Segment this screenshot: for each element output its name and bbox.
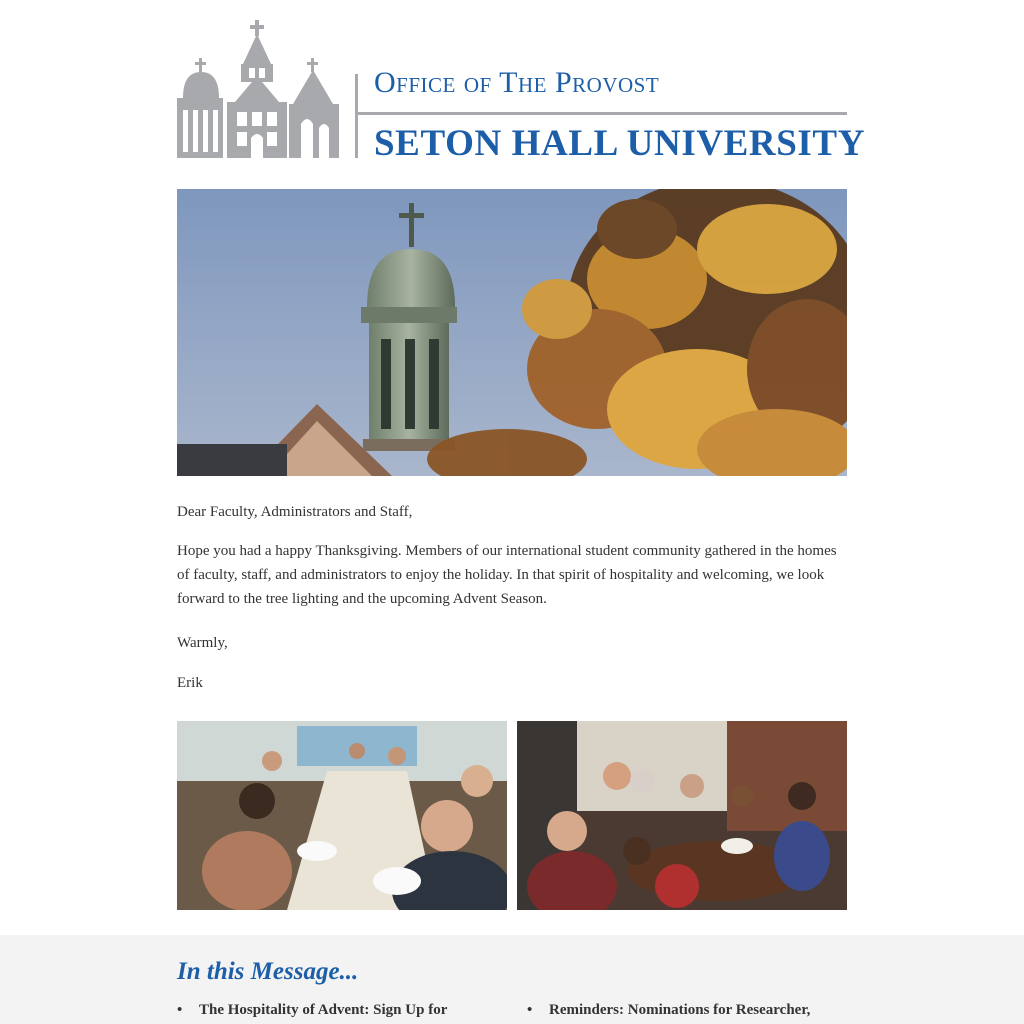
hero-image-chapel-steeple	[177, 189, 847, 476]
university-name: SETON HALL UNIVERSITY	[374, 123, 866, 164]
toc-item-label: Reminders: Nominations for Researcher,	[549, 1002, 811, 1018]
toc-item-hospitality-of-advent[interactable]	[177, 1002, 447, 1019]
greeting: Dear Faculty, Administrators and Staff,	[177, 504, 413, 520]
signature: Erik	[177, 675, 203, 691]
thanksgiving-dinner-photo-2	[517, 721, 847, 910]
toc-item-reminders-nominations[interactable]	[527, 1002, 810, 1019]
letter-body	[177, 500, 847, 710]
bullet-icon: •	[527, 1002, 533, 1018]
letter-paragraph: Hope you had a happy Thanksgiving. Members of our international student community gathered in the homes of faculty, staff, and administrators to enjoy the holiday. In that spirit of hospitality and welcoming, we look forward to the tree lighting and the upcoming Advent Season.	[177, 543, 837, 607]
header-rule	[358, 112, 847, 115]
closing: Warmly,	[177, 635, 228, 651]
thanksgiving-photos	[177, 721, 847, 910]
seton-hall-building-logo	[177, 18, 339, 160]
provost-header	[177, 18, 866, 164]
logo-divider	[355, 74, 358, 158]
thanksgiving-dinner-photo-1	[177, 721, 507, 910]
message-section-title: In this Message...	[177, 958, 359, 985]
office-title: Office of The Provost	[374, 66, 660, 99]
bullet-icon: •	[177, 1002, 183, 1018]
toc-item-label: The Hospitality of Advent: Sign Up for	[199, 1002, 448, 1018]
message-section-band	[0, 935, 1024, 1024]
